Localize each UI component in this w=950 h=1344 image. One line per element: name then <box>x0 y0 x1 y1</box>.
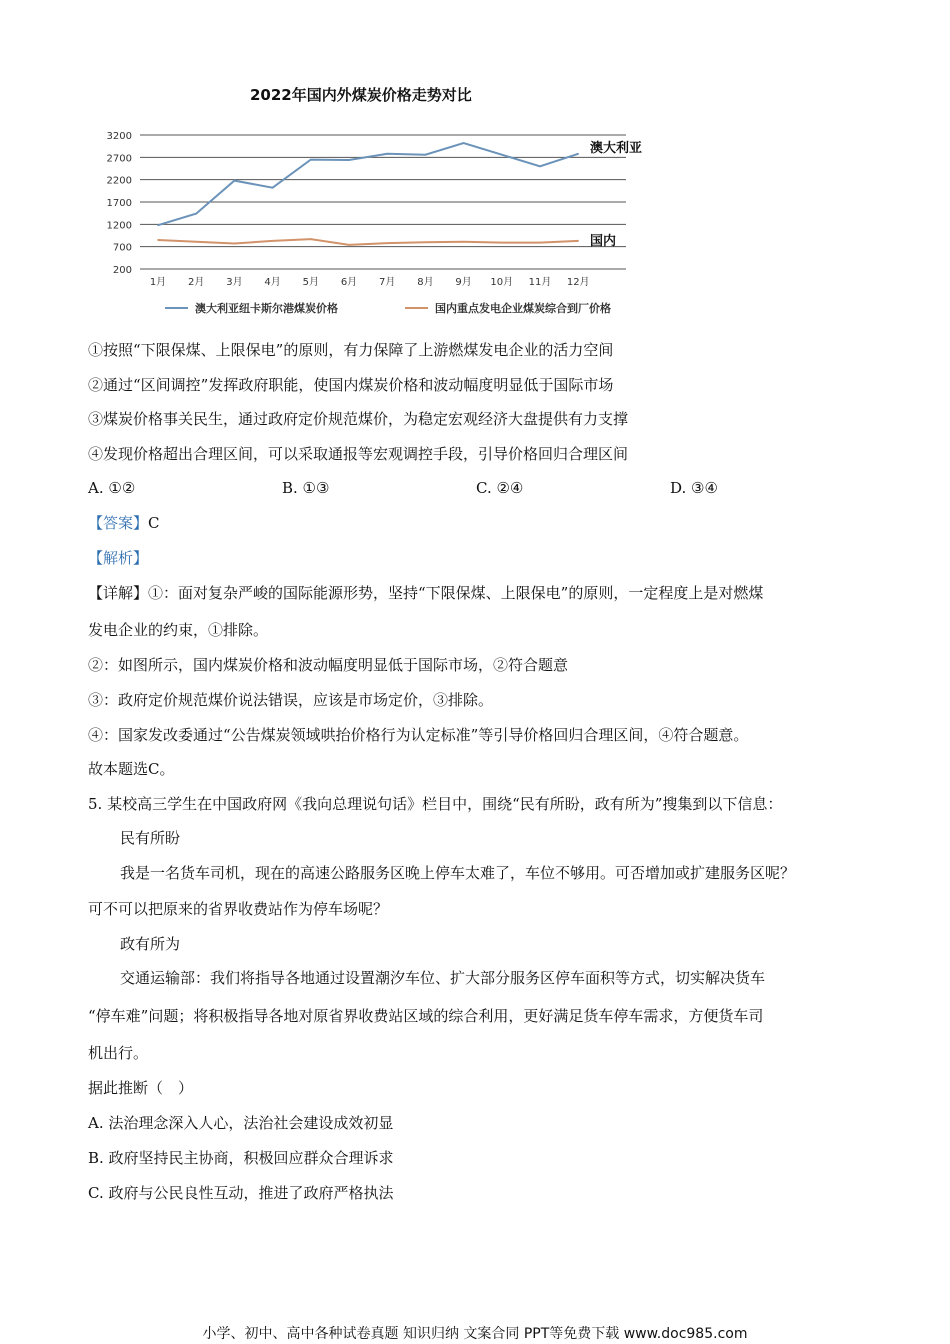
statement-2: ②通过“区间调控”发挥政府职能，使国内煤炭价格和波动幅度明显低于国际市场 <box>88 376 614 394</box>
legend-label: 澳大利亚纽卡斯尔港煤炭价格 <box>195 302 338 315</box>
page-footer: 小学、初中、高中各种试卷真题 知识归纳 文案合同 PPT等免费下载 www.doc985.com <box>202 1326 748 1342</box>
data-point <box>157 224 159 226</box>
analysis-tag: 【解析】 <box>88 549 149 567</box>
series-end-label: 澳大利亚 <box>590 140 643 156</box>
x-tick-label: 4月 <box>264 277 281 288</box>
data-point <box>425 241 427 243</box>
x-tick-label: 3月 <box>226 277 243 288</box>
y-tick-label: 2700 <box>106 153 132 165</box>
option5-c: C. 政府与公民良性互动，推进了政府严格执法 <box>88 1184 394 1202</box>
data-point <box>310 238 312 240</box>
x-tick-label: 5月 <box>302 277 319 288</box>
data-point <box>195 213 197 215</box>
statement-3: ③煤炭价格事关民生，通过政府定价规范煤价，为稳定宏观经济大盘提供有力支撑 <box>88 410 629 428</box>
data-point <box>386 242 388 244</box>
data-point <box>157 239 159 241</box>
x-tick-label: 1月 <box>149 277 167 288</box>
data-point <box>501 242 503 244</box>
data-point <box>310 159 312 161</box>
conclusion: 故本题选C。 <box>88 760 175 778</box>
data-point <box>234 243 236 245</box>
question-5-stem: 5. 某校高三学生在中国政府网《我向总理说句话》栏目中，围绕“民有所盼，政有所为”搜集到以下信息： <box>88 795 783 813</box>
statement-1: ①按照“下限保煤、上限保电”的原则，有力保障了上游燃煤发电企业的活力空间 <box>88 341 614 359</box>
option-b: B. ①③ <box>282 479 330 497</box>
x-tick-label: 12月 <box>566 277 590 288</box>
data-point <box>463 241 465 243</box>
x-tick-label: 8月 <box>417 277 434 288</box>
x-tick-label: 10月 <box>490 277 514 288</box>
answer-line <box>88 513 160 533</box>
minyou-title: 民有所盼 <box>120 829 181 847</box>
option5-b: B. 政府坚持民主协商，积极回应群众合理诉求 <box>88 1149 394 1167</box>
zhengyou-text-1: 交通运输部：我们将指导各地通过设置潮汐车位、扩大部分服务区停车面积等方式，切实解决货车 <box>120 969 766 987</box>
x-tick-label: 11月 <box>528 277 552 288</box>
data-point <box>501 154 503 156</box>
y-tick-label: 200 <box>112 265 132 276</box>
x-tick-label: 2月 <box>188 277 205 288</box>
data-point <box>348 244 350 246</box>
data-point <box>577 240 579 242</box>
data-point <box>386 153 388 155</box>
coal-price-chart <box>100 80 700 325</box>
option-d: D. ③④ <box>670 479 718 497</box>
x-tick-label: 9月 <box>455 277 472 288</box>
legend-label: 国内重点发电企业煤炭综合到厂价格 <box>435 302 611 315</box>
data-point <box>425 154 427 156</box>
data-point <box>577 153 579 155</box>
zhengyou-text-2: “停车难”问题；将积极指导各地对原省界收费站区域的综合利用，更好满足货车停车需求，方便货车司 <box>88 1007 764 1025</box>
data-point <box>272 240 274 242</box>
y-tick-label: 3200 <box>106 131 132 142</box>
series-end-label: 国内 <box>590 233 617 249</box>
chart-svg <box>100 80 700 325</box>
data-point <box>234 180 236 182</box>
y-tick-label: 1200 <box>106 220 132 232</box>
detail-3: ③：政府定价规范煤价说法错误，应该是市场定价，③排除。 <box>88 691 494 709</box>
infer-prompt: 据此推断（ ） <box>88 1079 194 1097</box>
data-point <box>539 165 541 167</box>
zhengyou-title: 政有所为 <box>120 935 181 953</box>
x-tick-label: 7月 <box>379 277 396 288</box>
detail-1b: 发电企业的约束，①排除。 <box>88 621 269 639</box>
y-tick-label: 700 <box>112 242 132 254</box>
minyou-text-1: 我是一名货车司机，现在的高速公路服务区晚上停车太难了，车位不够用。可否增加或扩建服务区呢？ <box>120 864 796 882</box>
y-tick-label: 2200 <box>106 175 132 187</box>
detail-4: ④：国家发改委通过“公告煤炭领域哄抬价格行为认定标准”等引导价格回归合理区间，④符合题意。 <box>88 726 749 744</box>
x-tick-label: 6月 <box>340 277 358 288</box>
series-line <box>158 239 578 245</box>
detail-line-1 <box>88 583 763 603</box>
answer-tag: 【答案】 <box>88 514 149 532</box>
option-a: A. ①② <box>88 479 136 497</box>
zhengyou-text-3: 机出行。 <box>88 1044 149 1062</box>
data-point <box>272 187 274 189</box>
option-c: C. ②④ <box>476 479 524 497</box>
data-point <box>348 159 350 161</box>
chart-title: 2022年国内外煤炭价格走势对比 <box>250 86 472 104</box>
detail-2: ②：如图所示，国内煤炭价格和波动幅度明显低于国际市场，②符合题意 <box>88 656 569 674</box>
statement-4: ④发现价格超出合理区间，可以采取通报等宏观调控手段，引导价格回归合理区间 <box>88 445 629 463</box>
data-point <box>195 241 197 243</box>
detail-tag: 【详解】 <box>88 584 149 602</box>
option5-a: A. 法治理念深入人心，法治社会建设成效初显 <box>88 1114 394 1132</box>
data-point <box>463 142 465 144</box>
detail-1a: ①：面对复杂严峻的国际能源形势，坚持“下限保煤、上限保电”的原则，一定程度上是对燃煤 <box>148 584 764 602</box>
series-line <box>158 143 578 225</box>
answer-value: C <box>148 514 160 532</box>
minyou-text-2: 可不可以把原来的省界收费站作为停车场呢？ <box>88 900 389 918</box>
data-point <box>539 242 541 244</box>
y-tick-label: 1700 <box>106 198 132 209</box>
